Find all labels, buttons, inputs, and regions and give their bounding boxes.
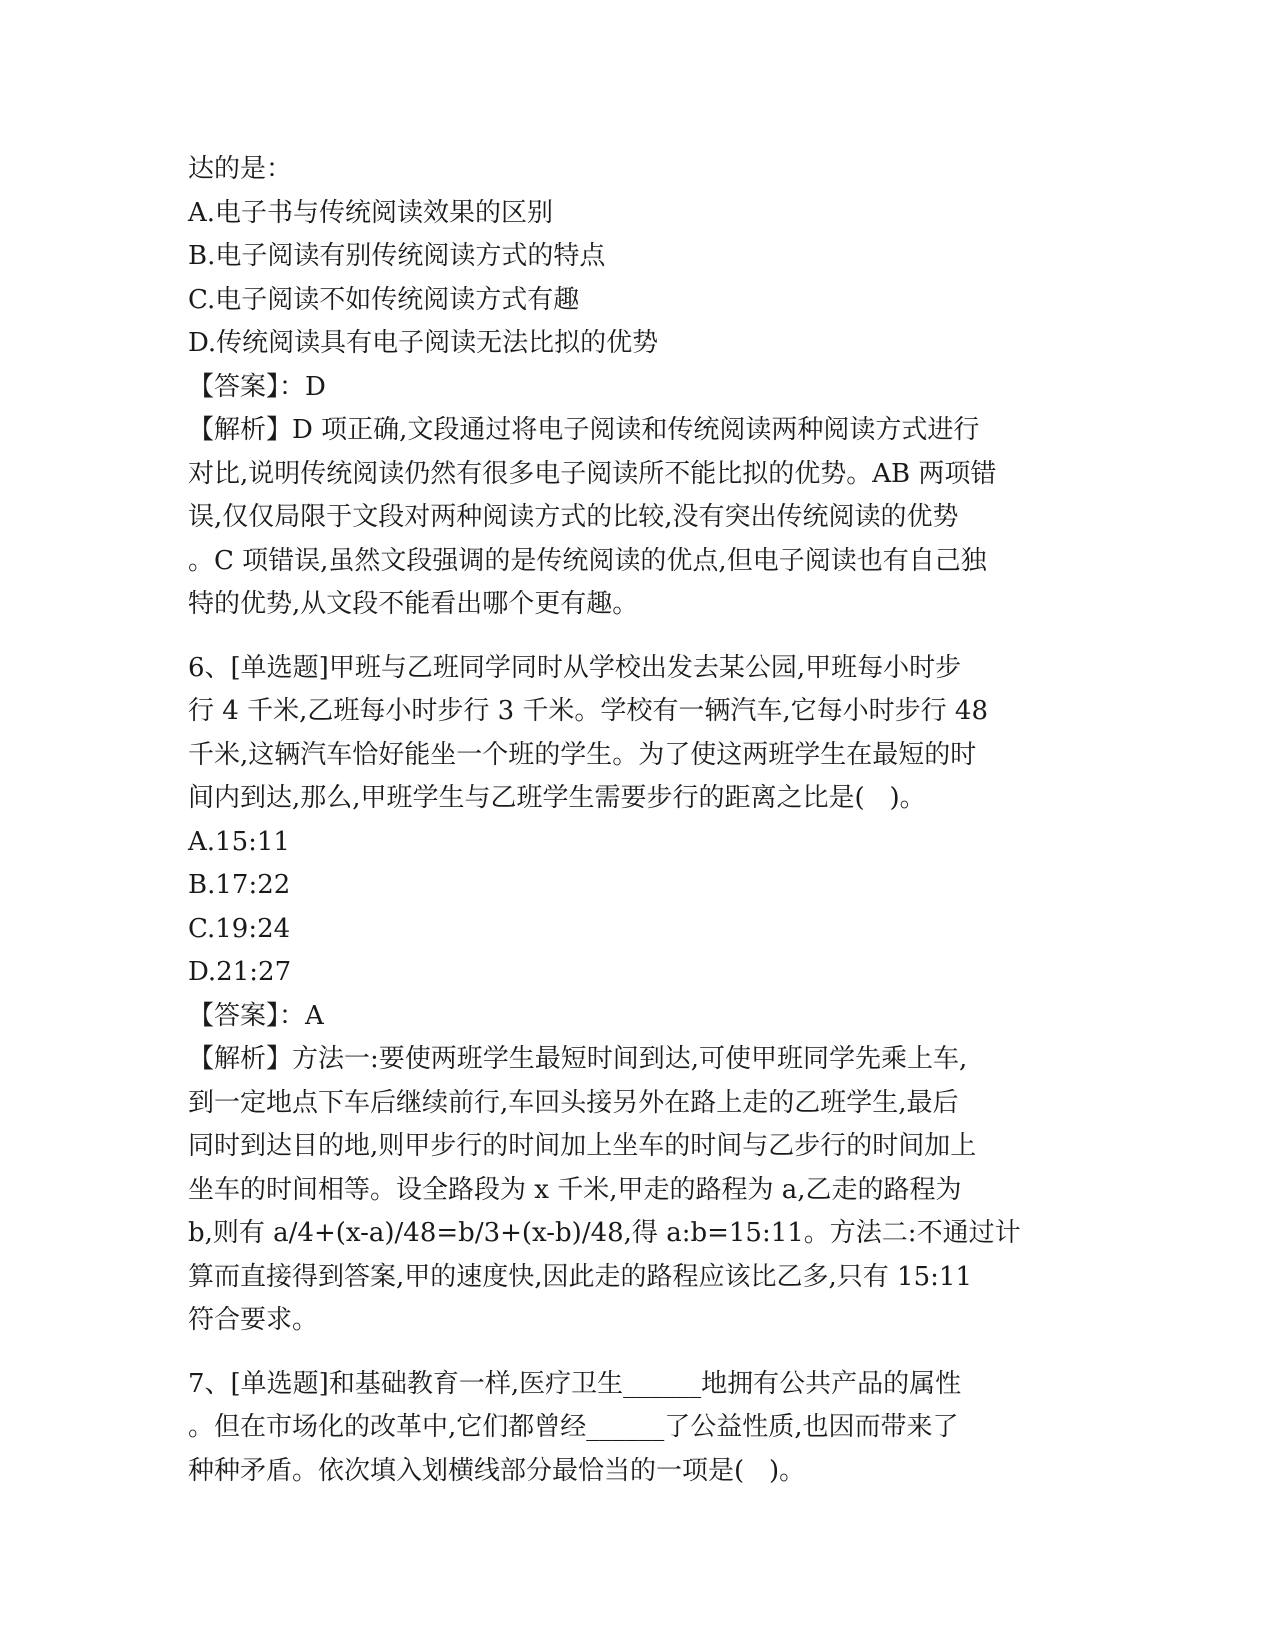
analysis-line: 【解析】D 项正确,文段通过将电子阅读和传统阅读两种阅读方式进行 (188, 415, 980, 445)
analysis-line: 。C 项错误,虽然文段强调的是传统阅读的优点,但电子阅读也有自己独 (188, 545, 987, 576)
question-stem-line: 6、[单选题]甲班与乙班同学同时从学校出发去某公园,甲班每小时步 (188, 652, 962, 683)
option-b: B.电子阅读有别传统阅读方式的特点 (188, 241, 606, 271)
analysis-line: 算而直接得到答案,甲的速度快,因此走的路程应该比乙多,只有 15:11 (188, 1261, 972, 1292)
answer-line: 【答案】：D (188, 371, 326, 402)
analysis-line: 误,仅仅局限于文段对两种阅读方式的比较,没有突出传统阅读的优势 (188, 502, 959, 532)
analysis-line: 坐车的时间相等。设全路段为 x 千米,甲走的路程为 a,乙走的路程为 (188, 1174, 962, 1205)
question-7 (188, 1363, 1088, 1494)
question-stem-line: 千米,这辆汽车恰好能坐一个班的学生。为了使这两班学生在最短的时 (188, 739, 977, 770)
question-stem-tail: 达的是： (188, 154, 293, 184)
question-stem-line: 种种矛盾。依次填入划横线部分最恰当的一项是( )。 (188, 1455, 806, 1486)
answer-line: 【答案】：A (188, 1000, 324, 1031)
question-stem-line: 行 4 千米,乙班每小时步行 3 千米。学校有一辆汽车,它每小时步行 48 (188, 696, 989, 726)
analysis-line: 对比,说明传统阅读仍然有很多电子阅读所不能比拟的优势。AB 两项错 (188, 458, 997, 489)
option-d: D.21:27 (188, 957, 292, 987)
question-stem-line: 间内到达,那么,甲班学生与乙班学生需要步行的距离之比是( )。 (188, 783, 926, 813)
analysis-line: 【解析】方法一:要使两班学生最短时间到达,可使甲班同学先乘上车, (188, 1044, 968, 1074)
question-stem-line: 。但在市场化的改革中,它们都曾经______了公益性质,也因而带来了 (188, 1412, 959, 1442)
option-b: B.17:22 (188, 870, 291, 900)
analysis-line: 特的优势,从文段不能看出哪个更有趣。 (188, 589, 639, 619)
question-spacer (188, 1343, 1088, 1363)
option-d: D.传统阅读具有电子阅读无法比拟的优势 (188, 328, 659, 358)
option-c: C.电子阅读不如传统阅读方式有趣 (188, 284, 580, 315)
question-6 (188, 647, 1088, 1343)
question-5-continuation (188, 148, 1088, 627)
option-c: C.19:24 (188, 913, 291, 944)
analysis-line: 符合要求。 (188, 1305, 319, 1335)
option-a: A.15:11 (188, 826, 290, 857)
analysis-line: 同时到达目的地,则甲步行的时间加上坐车的时间与乙步行的时间加上 (188, 1131, 977, 1161)
analysis-line: b,则有 a/4+(x-a)/48=b/3+(x-b)/48,得 a:b=15:11。方法二:不通过计 (188, 1218, 1021, 1248)
page-content (188, 148, 1088, 1493)
question-spacer (188, 627, 1088, 647)
question-stem-line: 7、[单选题]和基础教育一样,医疗卫生______地拥有公共产品的属性 (188, 1368, 962, 1399)
analysis-line: 到一定地点下车后继续前行,车回头接另外在路上走的乙班学生,最后 (188, 1087, 959, 1118)
option-a: A.电子书与传统阅读效果的区别 (188, 197, 554, 228)
